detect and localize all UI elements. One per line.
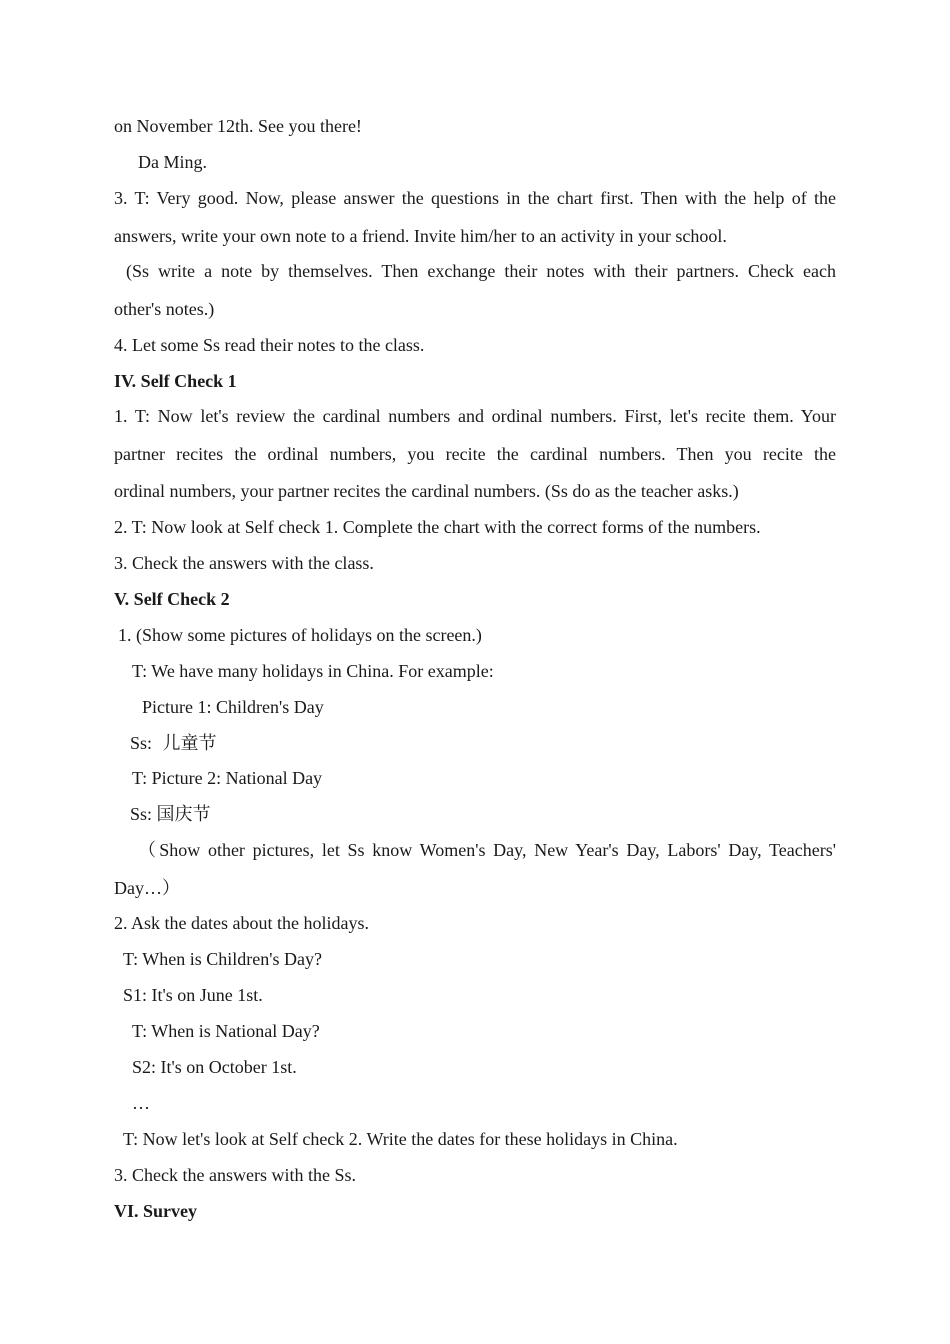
chinese-text: 儿童节 (162, 733, 217, 754)
section-heading: VI. Survey (114, 1201, 198, 1221)
section-heading: IV. Self Check 1 (114, 371, 237, 391)
text-line: on November 12th. See you there! (114, 116, 362, 136)
dialogue-line: T: When is National Day? (132, 1021, 320, 1041)
text-line: answers, write your own note to a friend. Invite him/her to an activity in your school. (114, 226, 727, 246)
dialogue-line: T: When is Children's Day? (123, 949, 322, 969)
text-line: (Ss write a note by themselves. Then exchange their notes with their partners. Check each (126, 261, 836, 281)
dialogue-line (130, 803, 211, 826)
speaker-label: Ss: (130, 733, 153, 753)
signature-line: Da Ming. (138, 152, 207, 172)
text-line: 4. Let some Ss read their notes to the class. (114, 335, 425, 355)
dialogue-line: S2: It's on October 1st. (132, 1057, 297, 1077)
text-line: 1. (Show some pictures of holidays on the screen.) (118, 625, 482, 645)
text-line: 3. Check the answers with the class. (114, 553, 374, 573)
text-line: ordinal numbers, your partner recites the cardinal numbers. (Ss do as the teacher asks.) (114, 481, 739, 501)
dialogue-line (130, 732, 217, 755)
ellipsis-line: … (132, 1093, 150, 1113)
text-line: partner recites the ordinal numbers, you recite the cardinal numbers. Then you recite the (114, 444, 836, 464)
text-line: Day…） (114, 878, 180, 898)
dialogue-line: T: We have many holidays in China. For example: (132, 661, 494, 681)
section-heading: V. Self Check 2 (114, 589, 230, 609)
speaker-label: Ss: (130, 804, 153, 824)
text-line: 3. T: Very good. Now, please answer the questions in the chart first. Then with the help of the (114, 188, 836, 208)
text-line: 1. T: Now let's review the cardinal numbers and ordinal numbers. First, let's recite them. Your (114, 406, 836, 426)
chinese-text: 国庆节 (156, 804, 211, 825)
text-line: 3. Check the answers with the Ss. (114, 1165, 356, 1185)
dialogue-line: T: Now let's look at Self check 2. Write the dates for these holidays in China. (123, 1129, 678, 1149)
text-line: 2. T: Now look at Self check 1. Complete the chart with the correct forms of the numbers. (114, 517, 761, 537)
text-line: （Show other pictures, let Ss know Women's Day, New Year's Day, Labors' Day, Teachers' (138, 840, 836, 860)
text-line: other's notes.) (114, 299, 215, 319)
dialogue-line: Picture 1: Children's Day (142, 697, 324, 717)
dialogue-line: T: Picture 2: National Day (132, 768, 323, 788)
text-line: 2. Ask the dates about the holidays. (114, 913, 369, 933)
dialogue-line: S1: It's on June 1st. (123, 985, 263, 1005)
